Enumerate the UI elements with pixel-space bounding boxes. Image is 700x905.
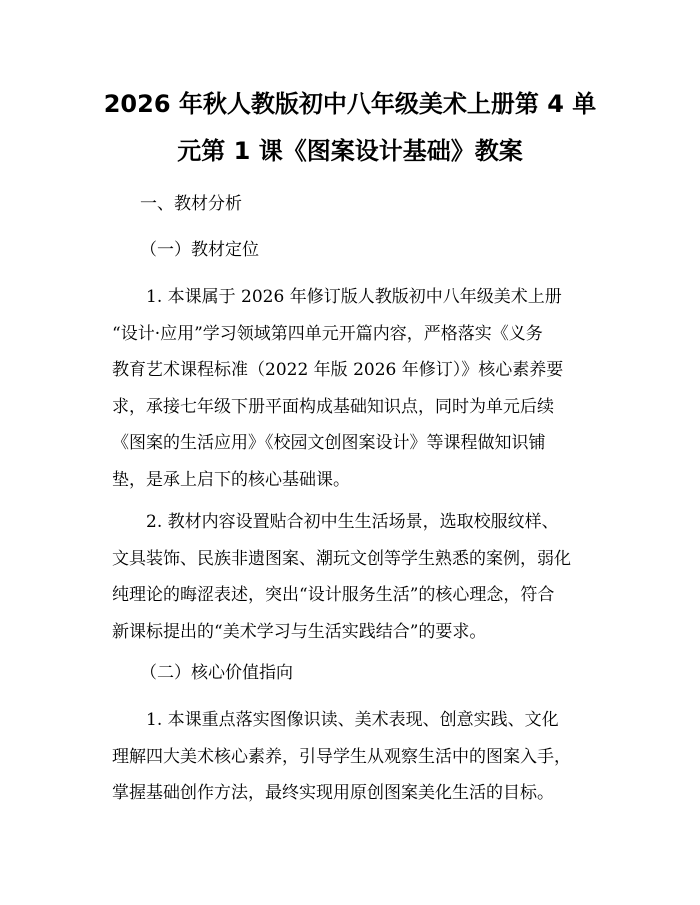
section-heading-textbook-analysis: 一、教材分析: [140, 194, 242, 214]
paragraph-positioning-1: [112, 279, 602, 499]
paragraph-line: 求，承接七年级下册平面构成基础知识点，同时为单元后续: [112, 396, 554, 417]
paragraph-line: 纯理论的晦涩表述，突出“设计服务生活”的核心理念，符合: [112, 585, 555, 606]
paragraph-line: 2. 教材内容设置贴合初中生生活场景，选取校服纹样、: [146, 512, 559, 532]
document-title-line-1: 2026 年秋人教版初中八年级美术上册第 4 单: [103, 90, 597, 118]
paragraph-line: 《图案的生活应用》《校园文创图案设计》等课程做知识铺: [112, 433, 546, 454]
paragraph-line: 理解四大美术核心素养，引导学生从观察生活中的图案入手，: [112, 746, 571, 767]
subsection-heading-positioning: （一）教材定位: [140, 240, 259, 260]
paragraph-line: 1. 本课重点落实图像识读、美术表现、创意实践、文化: [146, 710, 559, 730]
paragraph-line: 新课标提出的“美术学习与生活实践结合”的要求。: [112, 621, 487, 642]
paragraph-line: 掌握基础创作方法，最终实现用原创图案美化生活的目标。: [112, 783, 554, 804]
paragraph-core-values-1: [112, 702, 602, 812]
paragraph-line: 教育艺术课程标准（2022 年版 2026 年修订）》核心素养要: [112, 360, 564, 381]
paragraph-line: 1. 本课属于 2026 年修订版人教版初中八年级美术上册: [146, 287, 562, 307]
paragraph-line: “设计·应用”学习领域第四单元开篇内容，严格落实《义务: [112, 323, 543, 344]
paragraph-line: 垫，是承上启下的核心基础课。: [112, 469, 350, 490]
document-title-line-2: 元第 1 课《图案设计基础》教案: [177, 137, 523, 165]
paragraph-positioning-2: [112, 504, 602, 650]
subsection-heading-core-values: （二）核心价值指向: [140, 663, 293, 683]
paragraph-line: 文具装饰、民族非遗图案、潮玩文创等学生熟悉的案例，弱化: [112, 548, 571, 569]
